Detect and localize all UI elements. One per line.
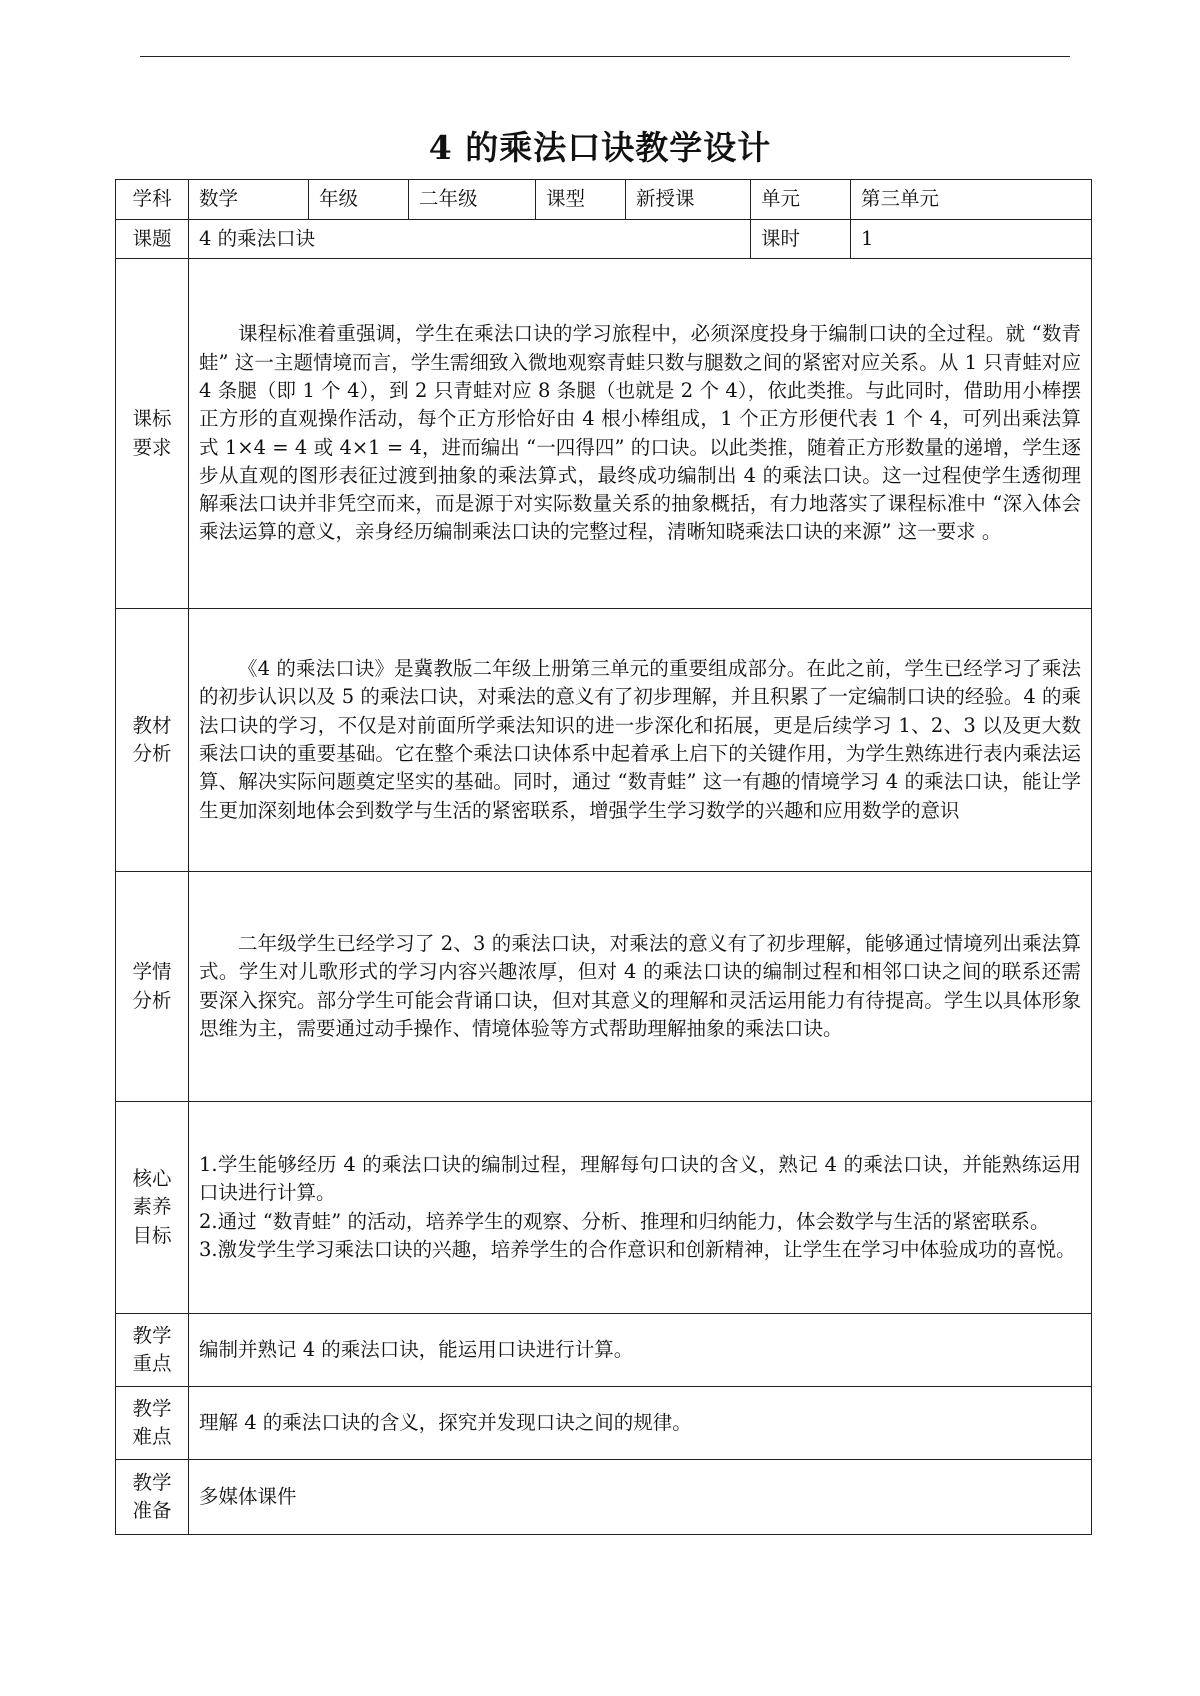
- standards-content: [189, 259, 1092, 609]
- info-row: [116, 180, 1092, 220]
- difficulties-content: [189, 1387, 1092, 1460]
- goals-row: [116, 1102, 1092, 1314]
- preparation-row: [116, 1460, 1092, 1535]
- unit-value: 第三单元: [851, 180, 1092, 220]
- difficulties-label: [116, 1387, 189, 1460]
- standards-label-line1: 课标: [132, 407, 172, 431]
- textbook-label: [116, 609, 189, 872]
- period-value: 1: [851, 220, 1092, 259]
- key-points-row: [116, 1314, 1092, 1387]
- preparation-text: 多媒体课件: [199, 1484, 297, 1508]
- subject-label: 学科: [116, 180, 189, 220]
- learners-text: 二年级学生已经学习了 2、3 的乘法口诀，对乘法的意义有了初步理解，能够通过情境列出乘法算式。学生对儿歌形式的学习内容兴趣浓厚，但对 4 的乘法口诀的编制过程和相邻口诀之间的联系还需要深入探究。部分学生可能会背诵口诀，但对其意义的理解和灵活运用能力有待提高。学生以具体形象思维为主，需要通过动手操作、情境体验等方式帮助理解抽象的乘法口诀。: [199, 931, 1081, 1040]
- preparation-content: [189, 1460, 1092, 1535]
- goals-label-line1: 核心: [132, 1167, 172, 1191]
- type-label: 课型: [536, 180, 626, 220]
- lesson-plan-table: [115, 179, 1092, 1535]
- preparation-label: [116, 1460, 189, 1535]
- goal-item: 3.激发学生学习乘法口诀的兴趣，培养学生的合作意识和创新精神，让学生在学习中体验成功的喜悦。: [199, 1237, 1076, 1261]
- learners-row: [116, 872, 1092, 1102]
- header-rule: [140, 56, 1070, 57]
- standards-row: [116, 259, 1092, 609]
- topic-value: 4 的乘法口诀: [189, 220, 751, 259]
- type-value: 新授课: [626, 180, 751, 220]
- subject-value: 数学: [189, 180, 309, 220]
- key-points-content: [189, 1314, 1092, 1387]
- difficulties-text: 理解 4 的乘法口诀的含义，探究并发现口诀之间的规律。: [199, 1410, 692, 1434]
- unit-label: 单元: [751, 180, 851, 220]
- topic-row: [116, 220, 1092, 259]
- preparation-label-line1: 教学: [132, 1470, 172, 1494]
- topic-label: 课题: [116, 220, 189, 259]
- learners-label: [116, 872, 189, 1102]
- key-points-text: 编制并熟记 4 的乘法口诀，能运用口诀进行计算。: [199, 1337, 634, 1361]
- goals-label-line3: 目标: [132, 1223, 172, 1247]
- goal-item: 2.通过 “数青蛙” 的活动，培养学生的观察、分析、推理和归纳能力，体会数学与生活的紧密联系。: [199, 1209, 1050, 1233]
- learners-label-line2: 分析: [132, 988, 172, 1012]
- difficulties-label-line2: 难点: [132, 1425, 172, 1448]
- goal-item: 1.学生能够经历 4 的乘法口诀的编制过程，理解每句口诀的含义，熟记 4 的乘法口诀，并能熟练运用口诀进行计算。: [199, 1152, 1081, 1205]
- textbook-label-line2: 分析: [132, 742, 172, 765]
- textbook-content: [189, 609, 1092, 872]
- textbook-label-line1: 教材: [132, 713, 172, 737]
- learners-label-line1: 学情: [132, 960, 172, 984]
- textbook-row: [116, 609, 1092, 872]
- grade-label: 年级: [309, 180, 409, 220]
- grade-value: 二年级: [409, 180, 536, 220]
- goals-label: [116, 1102, 189, 1314]
- learners-content: [189, 872, 1092, 1102]
- goals-label-line2: 素养: [132, 1195, 172, 1219]
- key-points-label-line1: 教学: [132, 1323, 172, 1347]
- difficulties-row: [116, 1387, 1092, 1460]
- standards-text: 课程标准着重强调，学生在乘法口诀的学习旅程中，必须深度投身于编制口诀的全过程。就 “数青蛙” 这一主题情境而言，学生需细致入微地观察青蛙只数与腿数之间的紧密对应关系。从 1 只青蛙对应 4 条腿（即 1 个 4），到 2 只青蛙对应 8 条腿（也就是 2 个 4），依此类推。与此同时，借助用小棒摆正方形的直观操作活动，每个正方形恰好由 4 根小棒组成，1 个正方形便代表 1 个 4，可列出乘法算式 1×4 = 4 或 4×1 = 4，进而编出 “一四得四” 的口诀。以此类推，随着正方形数量的递增，学生逐步从直观的图形表征过渡到抽象的乘法算式，最终成功编制出 4 的乘法口诀。这一过程使学生透彻理解乘法口诀并非凭空而来，而是源于对实际数量关系的抽象概括，有力地落实了课程标准中 “深入体会乘法运算的意义，亲身经历编制乘法口诀的完整过程，清晰知晓乘法口诀的来源” 这一要求 。: [199, 322, 1081, 544]
- standards-label-line2: 要求: [132, 435, 172, 459]
- goals-content: [189, 1102, 1092, 1314]
- key-points-label: [116, 1314, 189, 1387]
- standards-label: [116, 259, 189, 609]
- document-title: 4 的乘法口诀教学设计: [428, 128, 772, 167]
- period-label: 课时: [751, 220, 851, 259]
- key-points-label-line2: 重点: [132, 1352, 172, 1375]
- difficulties-label-line1: 教学: [132, 1396, 172, 1420]
- textbook-text: 《4 的乘法口诀》是冀教版二年级上册第三单元的重要组成部分。在此之前，学生已经学习了乘法的初步认识以及 5 的乘法口诀，对乘法的意义有了初步理解，并且积累了一定编制口诀的经验。4 的乘法口诀的学习，不仅是对前面所学乘法知识的进一步深化和拓展，更是后续学习 1、2、3 以及更大数乘法口诀的重要基础。它在整个乘法口诀体系中起着承上启下的关键作用，为学生熟练进行表内乘法运算、解决实际问题奠定坚实的基础。同时，通过 “数青蛙” 这一有趣的情境学习 4 的乘法口诀，能让学生更加深刻地体会到数学与生活的紧密联系，增强学生学习数学的兴趣和应用数学的意识: [199, 657, 1081, 822]
- preparation-label-line2: 准备: [132, 1499, 172, 1522]
